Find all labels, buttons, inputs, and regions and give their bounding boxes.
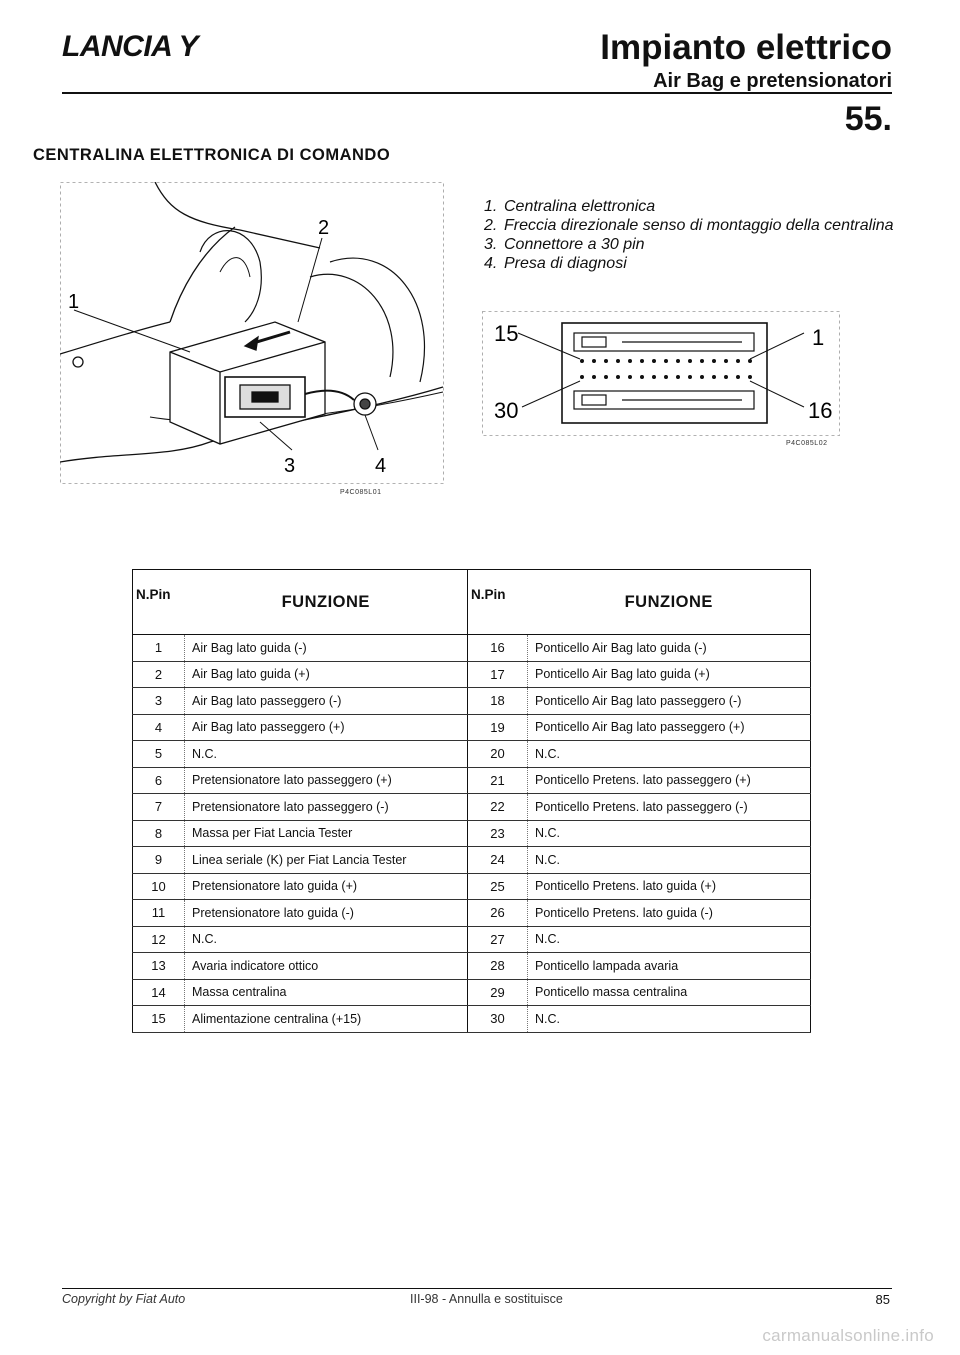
pin-function: Pretensionatore lato passeggero (+)	[185, 767, 468, 794]
pin-number: 6	[133, 767, 185, 794]
pin-function: Air Bag lato passeggero (-)	[185, 688, 468, 715]
legend-item	[484, 216, 904, 235]
pin-function: Ponticello Air Bag lato guida (+)	[528, 661, 811, 688]
pin-number: 23	[468, 820, 528, 847]
table-row	[133, 635, 811, 662]
table-row	[133, 1006, 811, 1033]
pin-label-1: 1	[812, 325, 825, 350]
pin-number: 25	[468, 873, 528, 900]
pin-number: 10	[133, 873, 185, 900]
pin-function: Ponticello Air Bag lato passeggero (+)	[528, 714, 811, 741]
pin-number: 12	[133, 926, 185, 953]
pin-number: 5	[133, 741, 185, 768]
legend-text: Presa di diagnosi	[504, 255, 627, 272]
table-header-row	[133, 570, 811, 635]
section-number: 55.	[844, 100, 892, 138]
legend-number: 4.	[484, 255, 498, 272]
table-row	[133, 873, 811, 900]
column-header-function: FUNZIONE	[185, 570, 468, 635]
pin-number: 8	[133, 820, 185, 847]
table-row	[133, 900, 811, 927]
pin-function: Massa per Fiat Lancia Tester	[185, 820, 468, 847]
pin-function: N.C.	[528, 1006, 811, 1033]
legend-number: 3.	[484, 236, 498, 253]
pin-number: 22	[468, 794, 528, 821]
control-unit-illustration	[60, 182, 444, 484]
pin-label-15: 15	[494, 321, 519, 346]
pin-number: 27	[468, 926, 528, 953]
table-row	[133, 741, 811, 768]
legend-item	[484, 197, 904, 216]
pin-function: Pretensionatore lato passeggero (-)	[185, 794, 468, 821]
table-row	[133, 714, 811, 741]
pin-function-table	[132, 569, 811, 1033]
table-row	[133, 847, 811, 874]
legend-item	[484, 254, 904, 273]
pin-number: 28	[468, 953, 528, 980]
table-row	[133, 926, 811, 953]
pin-function: N.C.	[185, 741, 468, 768]
footer-copyright: Copyright by Fiat Auto	[62, 1292, 186, 1306]
legend-item	[484, 235, 904, 254]
pin-number: 1	[133, 635, 185, 662]
section-heading: CENTRALINA ELETTRONICA DI COMANDO	[33, 146, 391, 164]
pin-number: 2	[133, 661, 185, 688]
figure1-callout: 4	[375, 455, 387, 477]
watermark: carmanualsonline.info	[762, 1326, 934, 1345]
pin-number: 30	[468, 1006, 528, 1033]
header-rule	[62, 92, 892, 94]
pin-number: 3	[133, 688, 185, 715]
footer-revision: III-98 - Annulla e sostituisce	[410, 1292, 563, 1306]
pin-function: Pretensionatore lato guida (+)	[185, 873, 468, 900]
pin-number: 24	[468, 847, 528, 874]
table-row	[133, 953, 811, 980]
pin-function: Air Bag lato passeggero (+)	[185, 714, 468, 741]
pin-number: 16	[468, 635, 528, 662]
column-header-pin: N.Pin	[468, 570, 528, 635]
pin-function: Air Bag lato guida (+)	[185, 661, 468, 688]
pin-function: N.C.	[528, 847, 811, 874]
connector-pinout-illustration	[482, 311, 840, 436]
legend-text: Freccia direzionale senso di montaggio della centralina	[504, 217, 894, 234]
table-row	[133, 794, 811, 821]
pin-label-16: 16	[808, 398, 833, 423]
figure1-code: P4C085L01	[340, 489, 382, 496]
pin-function: N.C.	[528, 820, 811, 847]
table-row	[133, 979, 811, 1006]
pin-function: Linea seriale (K) per Fiat Lancia Tester	[185, 847, 468, 874]
pin-number: 9	[133, 847, 185, 874]
pin-function: Ponticello Pretens. lato passeggero (+)	[528, 767, 811, 794]
figure1-callout: 1	[68, 291, 80, 313]
pin-function: Massa centralina	[185, 979, 468, 1006]
figure1-callout: 2	[318, 217, 330, 239]
pin-number: 29	[468, 979, 528, 1006]
figure1-callout: 3	[284, 455, 296, 477]
pin-number: 17	[468, 661, 528, 688]
figure2-code: P4C085L02	[786, 440, 828, 447]
pin-function: Avaria indicatore ottico	[185, 953, 468, 980]
pin-number: 18	[468, 688, 528, 715]
table-row	[133, 661, 811, 688]
pin-number: 20	[468, 741, 528, 768]
pin-function: Ponticello Air Bag lato passeggero (-)	[528, 688, 811, 715]
pin-number: 4	[133, 714, 185, 741]
pin-number: 11	[133, 900, 185, 927]
pin-function: Ponticello massa centralina	[528, 979, 811, 1006]
legend-number: 1.	[484, 198, 498, 215]
pin-number: 21	[468, 767, 528, 794]
table-row	[133, 688, 811, 715]
pin-number: 26	[468, 900, 528, 927]
pin-function: Pretensionatore lato guida (-)	[185, 900, 468, 927]
pin-function: Ponticello Pretens. lato passeggero (-)	[528, 794, 811, 821]
pin-label-30: 30	[494, 398, 519, 423]
pin-function: Ponticello Pretens. lato guida (-)	[528, 900, 811, 927]
pin-function: Ponticello Air Bag lato guida (-)	[528, 635, 811, 662]
pin-number: 15	[133, 1006, 185, 1033]
pin-function: N.C.	[528, 741, 811, 768]
pin-function: Air Bag lato guida (-)	[185, 635, 468, 662]
pin-function: Ponticello lampada avaria	[528, 953, 811, 980]
pin-number: 7	[133, 794, 185, 821]
pin-function: N.C.	[185, 926, 468, 953]
footer-rule	[62, 1288, 892, 1289]
pin-number: 19	[468, 714, 528, 741]
legend-text: Centralina elettronica	[504, 198, 656, 215]
column-header-function: FUNZIONE	[528, 570, 811, 635]
pin-function: Ponticello Pretens. lato guida (+)	[528, 873, 811, 900]
figure-legend	[484, 197, 904, 273]
table-row	[133, 820, 811, 847]
page-subtitle: Air Bag e pretensionatori	[653, 70, 892, 92]
table-row	[133, 767, 811, 794]
legend-text: Connettore a 30 pin	[504, 236, 645, 253]
page-title: Impianto elettrico	[600, 28, 892, 67]
pin-number: 13	[133, 953, 185, 980]
pin-function: Alimentazione centralina (+15)	[185, 1006, 468, 1033]
page-number: 85	[875, 1292, 890, 1307]
brand-title: LANCIA Y	[62, 30, 199, 63]
column-header-pin: N.Pin	[133, 570, 185, 635]
legend-number: 2.	[484, 217, 498, 234]
pin-function: N.C.	[528, 926, 811, 953]
pin-number: 14	[133, 979, 185, 1006]
